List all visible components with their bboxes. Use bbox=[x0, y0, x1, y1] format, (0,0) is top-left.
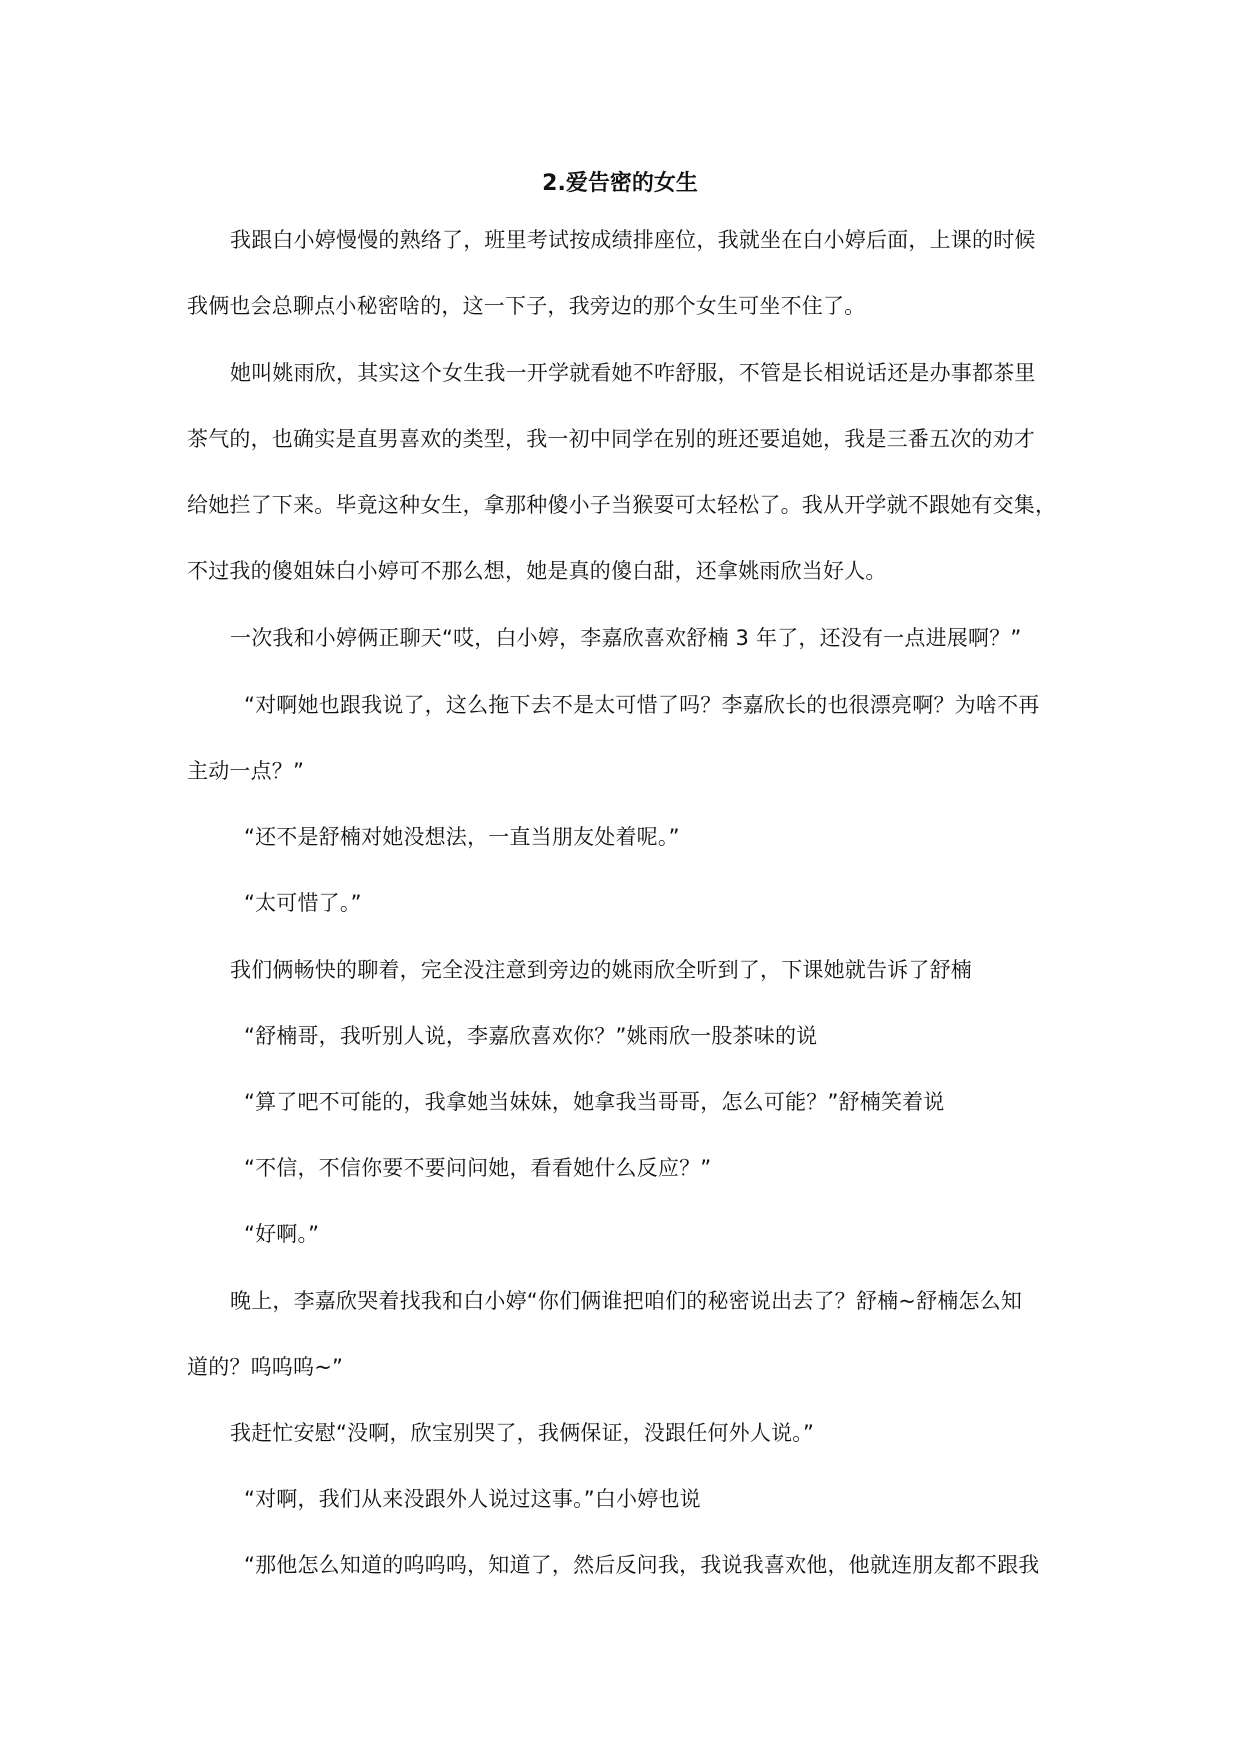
text-line: 茶气的，也确实是直男喜欢的类型，我一初中同学在别的班还要追她，我是三番五次的劝才 bbox=[187, 427, 1035, 451]
text-line: “不信，不信你要不要问问她，看看她什么反应？” bbox=[244, 1156, 712, 1180]
text-line: 一次我和小婷俩正聊天“哎，白小婷，李嘉欣喜欢舒楠 3 年了，还没有一点进展啊？” bbox=[230, 626, 1022, 650]
text-line: “还不是舒楠对她没想法，一直当朋友处着呢。” bbox=[244, 825, 680, 849]
text-line: 我赶忙安慰“没啊，欣宝别哭了，我俩保证，没跟任何外人说。” bbox=[230, 1421, 815, 1445]
text-line: 我俩也会总聊点小秘密啥的，这一下子，我旁边的那个女生可坐不住了。 bbox=[187, 294, 866, 318]
chapter-title: 2.爱告密的女生 bbox=[542, 171, 698, 196]
text-line: 道的？呜呜呜~” bbox=[187, 1355, 344, 1379]
text-line: “舒楠哥，我听别人说，李嘉欣喜欢你？”姚雨欣一股茶味的说 bbox=[244, 1024, 818, 1048]
text-line: 我们俩畅快的聊着，完全没注意到旁边的姚雨欣全听到了，下课她就告诉了舒楠 bbox=[230, 958, 972, 982]
text-line: 晚上，李嘉欣哭着找我和白小婷“你们俩谁把咱们的秘密说出去了？舒楠~舒楠怎么知 bbox=[230, 1289, 1023, 1313]
text-line: 给她拦了下来。毕竟这种女生，拿那种傻小子当猴耍可太轻松了。我从开学就不跟她有交集， bbox=[187, 493, 1057, 517]
text-line: “那他怎么知道的呜呜呜，知道了，然后反问我，我说我喜欢他，他就连朋友都不跟我 bbox=[244, 1553, 1040, 1577]
text-line: 主动一点？” bbox=[187, 759, 305, 783]
text-line: “算了吧不可能的，我拿她当妹妹，她拿我当哥哥，怎么可能？”舒楠笑着说 bbox=[244, 1090, 945, 1114]
text-line: “好啊。” bbox=[244, 1222, 320, 1246]
text-line: “太可惜了。” bbox=[244, 891, 362, 915]
text-line: 我跟白小婷慢慢的熟络了，班里考试按成绩排座位，我就坐在白小婷后面，上课的时候 bbox=[230, 228, 1036, 252]
text-line: “对啊她也跟我说了，这么拖下去不是太可惜了吗？李嘉欣长的也很漂亮啊？为啥不再 bbox=[244, 693, 1040, 717]
text-line: 她叫姚雨欣，其实这个女生我一开学就看她不咋舒服，不管是长相说话还是办事都茶里 bbox=[230, 361, 1036, 385]
text-line: “对啊，我们从来没跟外人说过这事。”白小婷也说 bbox=[244, 1487, 701, 1511]
text-line: 不过我的傻姐妹白小婷可不那么想，她是真的傻白甜，还拿姚雨欣当好人。 bbox=[187, 559, 887, 583]
